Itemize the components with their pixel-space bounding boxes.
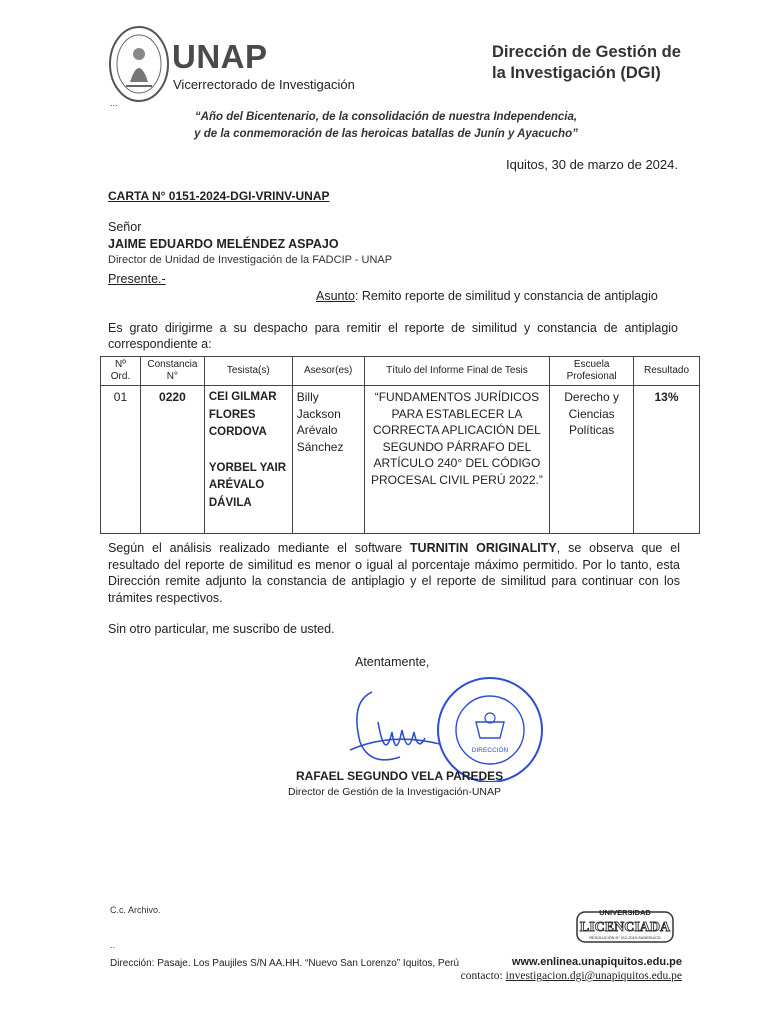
header-order: Nº Ord.: [101, 357, 141, 386]
footer-mark: ..: [110, 940, 116, 950]
badge-main: LICENCIADA: [579, 920, 671, 935]
header-tesistas: Tesista(s): [204, 357, 292, 386]
salutation: Señor: [108, 220, 142, 234]
cell-tesistas: [204, 386, 292, 534]
handwritten-signature-icon: [350, 692, 440, 760]
subject-text: : Remito reporte de similitud y constancia de antiplagio: [354, 289, 658, 303]
licenciada-badge-icon: [575, 906, 675, 946]
cell-resultado: 13%: [634, 386, 700, 534]
tesista-2: YORBEL YAIR ARÉVALO DÁVILA: [208, 461, 286, 509]
header-mark: ...: [110, 98, 118, 108]
footer-contact: [461, 970, 682, 982]
software-name: TURNITIN ORIGINALITY: [409, 541, 557, 555]
regards-line: Atentamente,: [355, 655, 430, 669]
contact-email-link[interactable]: investigacion.dgi@unapiquitos.edu.pe: [505, 970, 682, 982]
subject-line: [316, 289, 658, 303]
header-titulo: Título del Informe Final de Tesis: [364, 357, 550, 386]
thesis-table: [100, 356, 700, 534]
intro-paragraph: Es grato dirigirme a su despacho para remitir el reporte de similitud y constancia de antiplagio correspondiente a:: [108, 321, 678, 351]
signature-block: [330, 672, 550, 782]
dgi-title-line1: Dirección de Gestión de: [492, 43, 681, 61]
table-row: [101, 386, 700, 534]
footer-website-link[interactable]: www.enlinea.unapiquitos.edu.pe: [511, 956, 682, 968]
brand-subtitle: Vicerrectorado de Investigación: [173, 77, 355, 92]
cell-order: 01: [101, 386, 141, 534]
presente: Presente.-: [108, 272, 166, 286]
header-escuela: Escuela Profesional: [550, 357, 634, 386]
closing-line: Sin otro particular, me suscribo de usted.: [108, 622, 335, 636]
footer-address: Dirección: Pasaje. Los Paujiles S/N AA.HH. “Nuevo San Lorenzo” Iquitos, Perú: [110, 958, 460, 969]
analysis-paragraph: [108, 540, 680, 606]
motto: [110, 109, 662, 143]
stamp-center-text: DIRECCIÓN: [471, 747, 509, 754]
header-asesor: Asesor(es): [292, 357, 364, 386]
signer-name: RAFAEL SEGUNDO VELA PAREDES: [296, 769, 504, 783]
brand-name: UNAP: [172, 38, 268, 75]
recipient-role: Director de Unidad de Investigación de la FADCIP - UNAP: [108, 254, 393, 266]
header-resultado: Resultado: [634, 357, 700, 386]
cell-titulo: “FUNDAMENTOS JURÍDICOS PARA ESTABLECER LA CORRECTA APLICACIÓN DEL SEGUNDO PÁRRAFO DEL ARTÍCULO 240° DEL CÓDIGO PROCESAL CIVIL PERÚ 2022.”: [364, 386, 550, 534]
dgi-title-line2: la Investigación (DGI): [492, 64, 661, 82]
cell-asesor: Billy Jackson Arévalo Sánchez: [292, 386, 364, 534]
letter-date: Iquitos, 30 de marzo de 2024.: [505, 157, 678, 172]
letter-reference: CARTA N° 0151-2024-DGI-VRINV-UNAP: [108, 189, 330, 203]
motto-line1: “Año del Bicentenario, de la consolidación de nuestra Independencia,: [194, 111, 578, 123]
analysis-part2: , se observa que el resultado del reporte de similitud es menor o igual al porcentaje máximo permitido. Por lo tanto, esta Dirección remite adjunto la constancia de antiplagio y el reporte de similitud para continuar con los trámites respectivos.: [108, 541, 680, 605]
contact-label: contacto:: [460, 970, 506, 982]
cell-escuela: Derecho y Ciencias Políticas: [550, 386, 634, 534]
dgi-round-stamp-icon: [438, 678, 542, 782]
cc-line: C.c. Archivo.: [110, 905, 161, 915]
cell-constancia: 0220: [140, 386, 204, 534]
table-header-row: [101, 357, 700, 386]
badge-bottom: RESOLUCIÓN N° 012-2019-SUNEDU/CD: [589, 936, 661, 940]
badge-top: UNIVERSIDAD: [599, 908, 651, 917]
motto-line2: y de la conmemoración de las heroicas batallas de Junín y Ayacucho”: [194, 128, 578, 140]
unap-seal-icon: [108, 24, 170, 104]
analysis-part1: Según el análisis realizado mediante el software: [108, 541, 410, 555]
tesista-1: CEI GILMAR FLORES CORDOVA: [208, 391, 277, 438]
header-constancia: Constancia N°: [140, 357, 204, 386]
recipient-name: JAIME EDUARDO MELÉNDEZ ASPAJO: [108, 237, 339, 251]
subject-label: Asunto: [316, 289, 355, 303]
signer-role: Director de Gestión de la Investigación-UNAP: [288, 786, 502, 798]
dgi-title: [492, 42, 722, 84]
